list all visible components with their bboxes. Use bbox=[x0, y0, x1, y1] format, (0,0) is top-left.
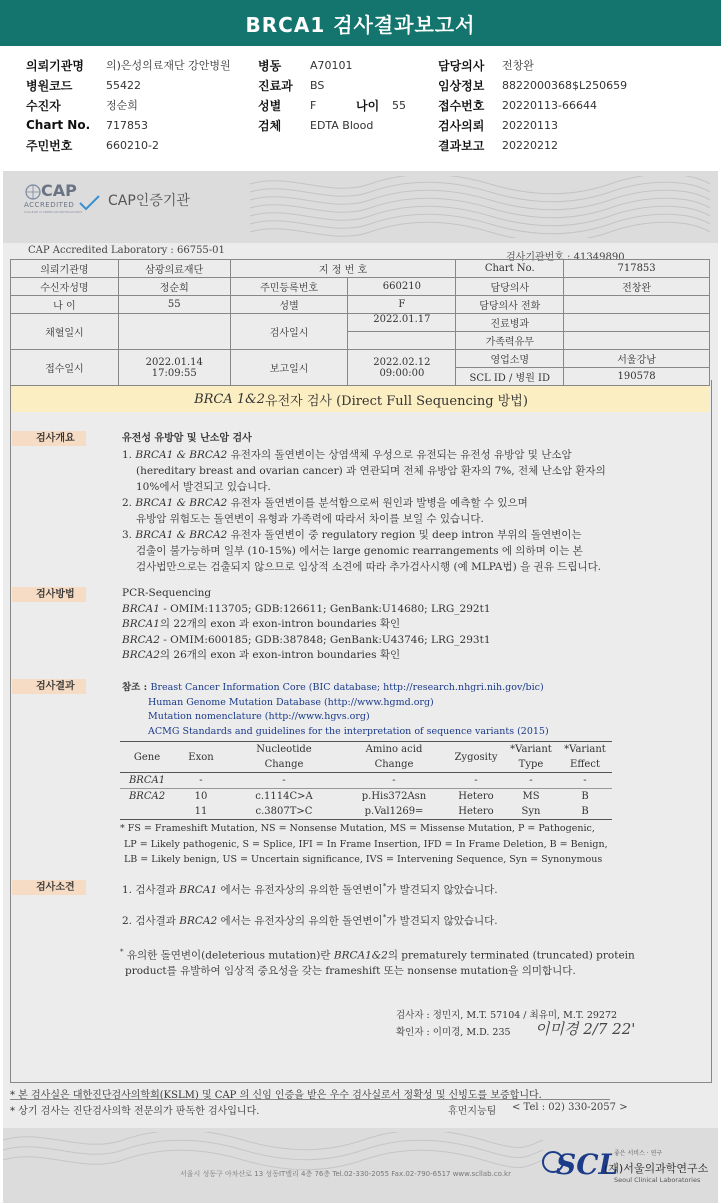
cell-label: 수신자성명 bbox=[11, 278, 119, 296]
result-footnotes bbox=[120, 821, 608, 868]
header-col2 bbox=[258, 55, 406, 135]
cap-title: CAP인증기관 bbox=[108, 193, 190, 209]
footer-tel: < Tel : 02) 330-2057 > bbox=[512, 1102, 628, 1113]
overview-p2-num: 2. bbox=[122, 497, 136, 509]
footer-note-1: * 본 검사실은 대한진단검사의학회(KSLM) 및 CAP 의 신임 인증을 받은 우수 검사실로서 정확성 및 신빙도를 보증합니다. bbox=[10, 1090, 542, 1101]
tester-line: 검사자 : 정민지, M.T. 57104 / 최유미, M.T. 29272 bbox=[396, 1010, 618, 1021]
value-patient: 정순희 bbox=[106, 99, 138, 112]
cell-value: 2022.01.17 bbox=[348, 314, 456, 332]
method-brca1-gene: BRCA1 bbox=[122, 618, 160, 630]
confirmer-line: 확인자 : 이미경, M.D. 235 bbox=[396, 1027, 511, 1038]
header-col1 bbox=[26, 55, 231, 155]
cell: p.Val1269= bbox=[364, 806, 424, 817]
col-exon: Exon bbox=[188, 751, 214, 763]
cap-logo bbox=[24, 183, 104, 215]
header-col3 bbox=[438, 55, 627, 155]
report-title-bar bbox=[0, 0, 721, 46]
label-sex: 성별 bbox=[258, 98, 282, 113]
cap-logo-sub: ACCREDITED bbox=[24, 201, 75, 209]
label-specimen: 검체 bbox=[258, 118, 282, 133]
cell-label: 담당의사 전화 bbox=[456, 296, 564, 314]
cell-empty bbox=[564, 332, 710, 350]
label-receipt-no: 접수번호 bbox=[438, 98, 485, 113]
cell-value: 55 bbox=[118, 296, 230, 314]
section-label-method: 검사방법 bbox=[12, 587, 86, 602]
col-nucleotide-change: Change bbox=[264, 759, 304, 770]
opinion-1-end: 가 발견되지 않았습니다. bbox=[386, 884, 498, 896]
banner-gene: BRCA 1&2 bbox=[194, 391, 266, 407]
variant-table bbox=[120, 742, 612, 819]
handwritten-signature: 이미경 2/7 22' bbox=[535, 1020, 636, 1038]
cell-label: SCL ID / 병원 ID bbox=[456, 368, 564, 386]
cell: c.3807T>C bbox=[255, 806, 313, 817]
cell: BRCA1 bbox=[128, 775, 166, 786]
cell-label: 가족력유무 bbox=[456, 332, 564, 350]
cell-label: 주민등록번호 bbox=[230, 278, 348, 296]
cell: Syn bbox=[521, 806, 541, 817]
method-brca2-gene: BRCA2 bbox=[122, 633, 160, 646]
overview-p3-cont: 검출이 불가능하며 일부 (10-15%) 에서는 large genomic rearrangements 에 의하며 이는 본 bbox=[136, 545, 583, 557]
receipt-date: 2022.01.14 bbox=[145, 356, 203, 368]
col-gene: Gene bbox=[133, 751, 161, 763]
value-age: 55 bbox=[392, 98, 406, 112]
cell-label: Chart No. bbox=[456, 260, 564, 278]
value-resident-no: 660210-2 bbox=[106, 138, 159, 152]
method-brca2-gene: BRCA2 bbox=[122, 649, 160, 661]
col-variant-type: *Variant bbox=[510, 744, 552, 755]
cap-logo-tiny: COLLEGE of AMERICAN PATHOLOGISTS bbox=[24, 210, 83, 214]
value-doctor: 전창완 bbox=[502, 59, 534, 72]
cell: 11 bbox=[194, 806, 208, 817]
overview-p3-num: 3. bbox=[122, 529, 136, 541]
scl-english: Seoul Clinical Laboratories bbox=[614, 1176, 701, 1184]
cell: B bbox=[581, 791, 589, 802]
patient-info-table bbox=[10, 259, 710, 386]
cell-label: 접수일시 bbox=[11, 350, 119, 386]
overview-text bbox=[122, 431, 606, 575]
table-row bbox=[120, 789, 612, 805]
label-resident-no: 주민번호 bbox=[26, 138, 73, 153]
cell-label: 성별 bbox=[230, 296, 348, 314]
value-ward: A70101 bbox=[310, 58, 353, 72]
cell: - bbox=[583, 775, 587, 786]
opinion-note-3: 의 prematurely terminated (truncated) protein bbox=[387, 949, 635, 962]
cell-value: 717853 bbox=[564, 260, 710, 278]
label-dept: 진료과 bbox=[258, 78, 293, 93]
opinion-2-prefix: 2. 검사결과 bbox=[122, 915, 180, 927]
method-text bbox=[122, 586, 491, 664]
cell-label: 영업소명 bbox=[456, 350, 564, 368]
cell-label: 진료병과 bbox=[456, 314, 564, 332]
cell-value: 삼광의료재단 bbox=[118, 260, 230, 278]
checkmark-icon bbox=[78, 195, 100, 211]
overview-p2-text: 유전자 돌연변이를 분석함으로써 원인과 발병을 예측할 수 있으며 bbox=[227, 497, 528, 509]
footnote-2: LP = Likely pathogenic, S = Splice, IFI = In Frame Insertion, IFD = In Frame Deletion, B = Benign, bbox=[124, 838, 608, 850]
table-row bbox=[120, 804, 612, 819]
cell: - bbox=[529, 775, 533, 786]
value-specimen: EDTA Blood bbox=[310, 118, 374, 132]
footer-address: 서울시 성동구 아차산로 13 성동IT밸리 4층 76층 Tel.02-330-2055 Fax.02-790-6517 www.scllab.co.kr bbox=[180, 1170, 511, 1178]
col-zygosity: Zygosity bbox=[454, 751, 498, 763]
overview-p3-text: 유전자 돌연변이 중 regulatory region 및 deep intron 부위의 돌연변이는 bbox=[227, 529, 582, 541]
cell-empty bbox=[564, 314, 710, 332]
footer-divider bbox=[10, 1099, 610, 1100]
overview-heading: 유전성 유방암 및 난소암 검사 bbox=[122, 433, 252, 444]
value-request-date: 20220113 bbox=[502, 118, 558, 132]
cell-label: 나 이 bbox=[11, 296, 119, 314]
opinion-1-text: 에서는 유전자상의 유의한 돌연변이 bbox=[217, 884, 383, 896]
section-label-result: 검사결과 bbox=[12, 679, 86, 694]
opinion-note: * 유의한 돌연변이(deleterious mutation)란 BRCA1&2의 prematurely terminated (truncated) protein product를 유발하여 임상적 중요성을 갖는 frameshift 또는 nonsense mutation을 의미합니다. bbox=[120, 945, 635, 980]
overview-p1-cont: (hereditary breast and ovarian cancer) 과 연관되며 전체 유방암 환자의 7%, 전체 난소암 환자의 bbox=[136, 465, 606, 477]
opinion-note-gene: BRCA1&2 bbox=[333, 949, 388, 962]
scl-tagline: 좋은 서비스 · 연구 bbox=[614, 1150, 663, 1157]
overview-p3-end: 검사법만으로는 검출되지 않으므로 임상적 소견에 따라 추가검사시행 (예 MLPA법) 을 권유 드립니다. bbox=[136, 561, 602, 573]
cell: - bbox=[392, 775, 396, 786]
value-dept: BS bbox=[310, 78, 325, 92]
method-brca1-ids: - OMIM:113705; GDB:126611; GenBank:U14680; LRG_292t1 bbox=[159, 602, 491, 615]
opinion-2: 2. 검사결과 BRCA2 에서는 유전자상의 유의한 돌연변이*가 발견되지 않았습니다. bbox=[122, 913, 498, 927]
cap-logo-text: CAP bbox=[41, 181, 77, 200]
ref-prefix: 참조 : bbox=[122, 682, 151, 693]
cell-empty bbox=[564, 296, 710, 314]
cap-lab-number: CAP Accredited Laboratory : 66755-01 bbox=[28, 245, 225, 256]
ref-hgmd: Human Genome Mutation Database (http://www.hgmd.org) bbox=[148, 696, 434, 708]
value-report-date: 20220212 bbox=[502, 138, 558, 152]
col-effect: Effect bbox=[570, 759, 600, 770]
cell-empty bbox=[118, 314, 230, 350]
opinion-2-text: 에서는 유전자상의 유의한 돌연변이 bbox=[217, 915, 383, 927]
label-report-date: 결과보고 bbox=[438, 138, 485, 153]
cap-globe-icon bbox=[24, 183, 42, 201]
method-pcr: PCR-Sequencing bbox=[122, 587, 212, 599]
variant-table-wrap bbox=[120, 741, 612, 820]
footer-team: 휴먼지능팀 bbox=[448, 1106, 497, 1117]
opinion-2-gene: BRCA2 bbox=[179, 915, 218, 927]
test-institution-number: 검사기관번호 : 41349890 bbox=[506, 252, 625, 263]
footnote-3: LB = Likely benign, US = Uncertain significance, IVS = Intervening Sequence, Syn = Synonymous bbox=[124, 854, 603, 865]
value-receipt-no: 20220113-66644 bbox=[502, 98, 597, 112]
footnote-1: * FS = Frameshift Mutation, NS = Nonsense Mutation, MS = Missense Mutation, P = Pathogenic, bbox=[120, 823, 595, 834]
col-type: Type bbox=[518, 759, 544, 770]
cell: B bbox=[581, 806, 589, 817]
cell-label: 채혈일시 bbox=[11, 314, 119, 350]
result-references bbox=[122, 681, 549, 739]
cell-label: 지 정 번 호 bbox=[230, 260, 456, 278]
col-amino: Amino acid bbox=[365, 744, 423, 755]
cell: - bbox=[282, 775, 286, 786]
report-date: 2022.02.12 bbox=[373, 356, 431, 368]
method-brca1-gene: BRCA1 bbox=[122, 602, 160, 615]
cell-value: F bbox=[348, 296, 456, 314]
table-row bbox=[120, 773, 612, 789]
method-brca2-ids: - OMIM:600185; GDB:387848; GenBank:U43746; LRG_293t1 bbox=[159, 633, 491, 646]
footer-note-2: * 상기 검사는 진단검사의학 전문의가 판독한 검사입니다. bbox=[10, 1106, 260, 1117]
label-chart-no: Chart No. bbox=[26, 118, 91, 132]
cell: BRCA2 bbox=[128, 791, 166, 802]
overview-p1-num: 1. bbox=[122, 449, 136, 461]
opinion-1-gene: BRCA1 bbox=[179, 884, 218, 896]
label-request-date: 검사의뢰 bbox=[438, 118, 485, 133]
section-label-overview: 검사개요 bbox=[12, 431, 86, 446]
cell-label: 담당의사 bbox=[456, 278, 564, 296]
value-sex: F bbox=[310, 98, 317, 112]
overview-p1-text: 유전자의 돌연변이는 상염색체 우성으로 유전되는 유전성 유방암 및 난소암 bbox=[227, 449, 572, 461]
report-time: 09:00:00 bbox=[379, 367, 425, 379]
opinion-note-1: 유의한 돌연변이(deleterious mutation)란 bbox=[126, 949, 334, 962]
col-amino-change: Change bbox=[374, 759, 414, 770]
scl-logo: SCL bbox=[556, 1148, 619, 1181]
cell-label: 의뢰기관명 bbox=[11, 260, 119, 278]
opinion-1-prefix: 1. 검사결과 bbox=[122, 884, 180, 896]
overview-p1-end: 10%에서 발견되고 있습니다. bbox=[136, 481, 271, 493]
label-age: 나이 bbox=[356, 98, 380, 113]
cell: Hetero bbox=[458, 791, 494, 802]
section-label-opinion: 검사소견 bbox=[12, 880, 86, 895]
cell: MS bbox=[522, 791, 540, 802]
value-hospital-code: 55422 bbox=[106, 78, 141, 92]
cell-label: 보고일시 bbox=[230, 350, 348, 386]
cell: 10 bbox=[194, 791, 208, 802]
cell: c.1114C>A bbox=[255, 791, 313, 802]
col-variant-effect: *Variant bbox=[564, 744, 606, 755]
report-title: BRCA1 검사결과보고서 bbox=[245, 12, 476, 37]
receipt-time: 17:09:55 bbox=[151, 367, 197, 379]
opinion-note-4: product를 유발하여 임상적 중요성을 갖는 frameshift 또는 nonsense mutation을 의미합니다. bbox=[125, 965, 576, 977]
cell bbox=[120, 804, 174, 819]
overview-p1-gene: BRCA1 & BRCA2 bbox=[135, 449, 228, 461]
cell: p.His372Asn bbox=[361, 791, 427, 802]
method-brca1-exons: 의 22개의 exon 과 exon-intron boundaries 확인 bbox=[159, 618, 401, 630]
ref-hgvs: Mutation nomenclature (http://www.hgvs.org) bbox=[148, 711, 370, 722]
label-hospital-code: 병원코드 bbox=[26, 78, 73, 93]
label-clinical-info: 임상정보 bbox=[438, 78, 485, 93]
cell-value: 전창완 bbox=[564, 278, 710, 296]
cell-value: 정순희 bbox=[118, 278, 230, 296]
cell-label: 검사일시 bbox=[230, 314, 348, 350]
overview-p3-gene: BRCA1 & BRCA2 bbox=[135, 529, 228, 541]
scl-name: (재)서울의과학연구소 bbox=[604, 1162, 709, 1175]
method-brca2-exons: 의 26개의 exon 과 exon-intron boundaries 확인 bbox=[159, 649, 401, 661]
cell-value: 서울강남 bbox=[564, 350, 710, 368]
value-clinical-info: 8822000368$L250659 bbox=[502, 78, 628, 92]
ref-bic: Breast Cancer Information Core (BIC database; http://research.nhgri.nih.gov/bic) bbox=[150, 682, 544, 693]
cell: - bbox=[199, 775, 203, 786]
overview-p2-cont: 유방암 위험도는 돌연변이 유형과 가족력에 따라서 차이를 보일 수 있습니다. bbox=[136, 513, 484, 525]
value-institution: 의)은성의료재단 강안병원 bbox=[106, 59, 231, 72]
label-institution: 의뢰기관명 bbox=[26, 58, 84, 73]
opinion-2-end: 가 발견되지 않았습니다. bbox=[386, 915, 498, 927]
test-banner bbox=[12, 386, 710, 412]
ref-acmg: ACMG Standards and guidelines for the interpretation of sequence variants (2015) bbox=[148, 725, 549, 737]
label-doctor: 담당의사 bbox=[438, 58, 485, 73]
cell-value: 190578 bbox=[564, 368, 710, 386]
cell: - bbox=[474, 775, 478, 786]
cell-value: 660210 bbox=[348, 278, 456, 296]
decorative-wave-pattern-bottom bbox=[3, 1132, 543, 1172]
opinion-1: 1. 검사결과 BRCA1 에서는 유전자상의 유의한 돌연변이*가 발견되지 않았습니다. bbox=[122, 882, 498, 896]
cell-empty bbox=[348, 332, 456, 350]
col-nucleotide: Nucleotide bbox=[256, 744, 312, 755]
label-ward: 병동 bbox=[258, 58, 282, 73]
banner-text: 유전자 검사 (Direct Full Sequencing 방법) bbox=[265, 393, 528, 409]
overview-p2-gene: BRCA1 & BRCA2 bbox=[135, 497, 228, 509]
label-patient: 수진자 bbox=[26, 98, 61, 113]
value-chart-no: 717853 bbox=[106, 118, 148, 132]
cell: Hetero bbox=[458, 806, 494, 817]
decorative-wave-pattern bbox=[250, 176, 710, 238]
